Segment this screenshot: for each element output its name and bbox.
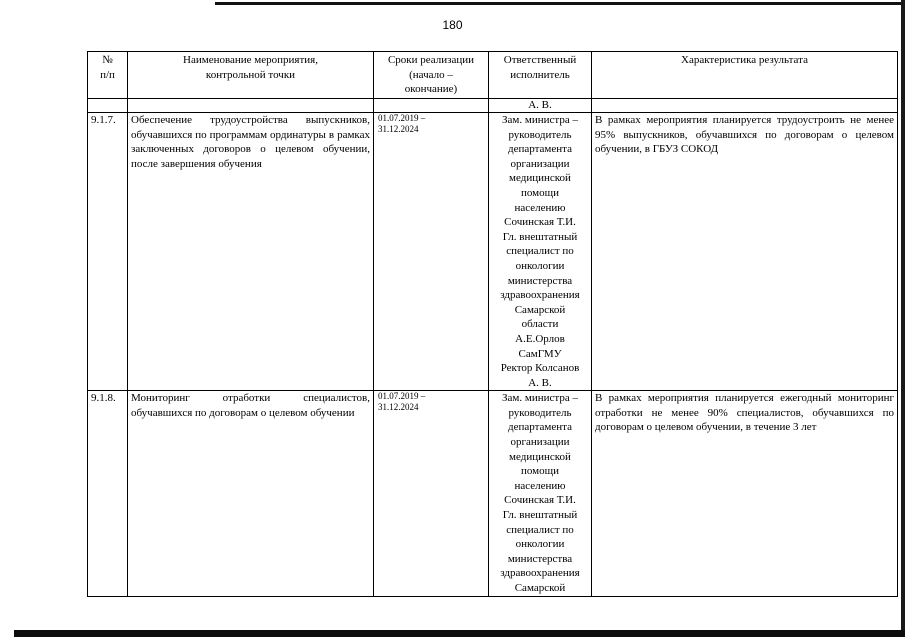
activity-dates: 01.07.2019 – 31.12.2024	[374, 391, 489, 596]
header-result: Характеристика результата	[592, 52, 898, 99]
activity-result: В рамках мероприятия планируется ежегодный мониторинг отработки не менее 90% специалистов, обучавшихся по договорам о целевом обучении, в течение 3 лет	[592, 391, 898, 596]
activity-result: В рамках мероприятия планируется трудоустроить не менее 95% выпускников, обучавшихся по договорам о целевом обучении, в ГБУЗ СОКОД	[592, 113, 898, 391]
activity-responsible: Зам. министра – руководитель департамента организации медицинской помощи населению Сочинская Т.И. Гл. внештатный специалист по онкологии министерства здравоохранения Самарской области А.Е.Орлов СамГМУ Ректор Колсанов А. В.	[489, 113, 592, 391]
activities-table	[87, 51, 898, 597]
continuation-responsible: А. В.	[489, 99, 592, 113]
row-number: 9.1.7.	[88, 113, 128, 391]
header-responsible: Ответственный исполнитель	[489, 52, 592, 99]
scan-top-edge	[0, 0, 905, 8]
header-name: Наименование мероприятия, контрольной точки	[128, 52, 374, 99]
activity-name: Мониторинг отработки специалистов, обучавшихся по договорам о целевом обучении	[128, 391, 374, 596]
table-header-row	[88, 52, 898, 99]
header-dates: Сроки реализации (начало – окончание)	[374, 52, 489, 99]
continuation-row	[88, 99, 898, 113]
header-num: № п/п	[88, 52, 128, 99]
table-row	[88, 391, 898, 596]
activity-responsible: Зам. министра – руководитель департамента организации медицинской помощи населению Сочинская Т.И. Гл. внештатный специалист по онкологии министерства здравоохранения Самарской	[489, 391, 592, 596]
row-number: 9.1.8.	[88, 391, 128, 596]
scan-bottom-edge	[0, 630, 905, 640]
activity-dates: 01.07.2019 – 31.12.2024	[374, 113, 489, 391]
table-row	[88, 113, 898, 391]
scan-right-edge	[901, 0, 905, 640]
page-number: 180	[442, 18, 463, 32]
activity-name: Обеспечение трудоустройства выпускников, обучавшихся по программам ординатуры в рамках заключенных договоров о целевом обучении, после завершения обучения	[128, 113, 374, 391]
